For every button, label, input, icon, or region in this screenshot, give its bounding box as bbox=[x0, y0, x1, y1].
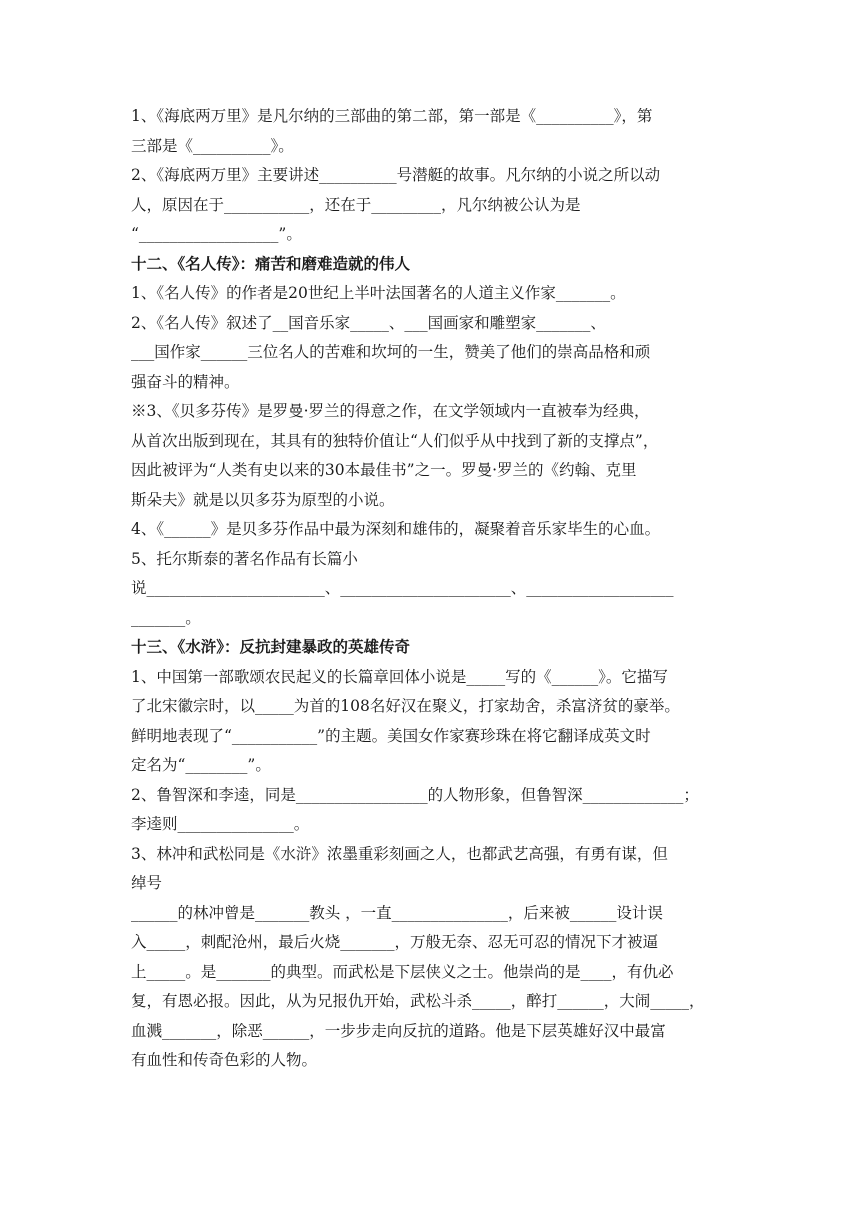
text-line: ___国作家______三位名人的苦难和坎坷的一生，赞美了他们的崇高品格和顽 bbox=[131, 343, 651, 361]
text-line: 了北宋徽宗时，以_____为首的108名好汉在聚义，打家劫舍，杀富济贫的豪举。 bbox=[131, 697, 680, 715]
text-line: 2、《海底两万里》主要讲述__________号潜艇的故事。凡尔纳的小说之所以动 bbox=[131, 166, 661, 184]
text-line: 1、《名人传》的作者是20世纪上半叶法国著名的人道主义作家_______。 bbox=[131, 284, 626, 302]
text-line: 5、托尔斯泰的著名作品有长篇小 bbox=[131, 549, 358, 568]
text-line: 定名为“________”。 bbox=[131, 756, 271, 774]
text-line: 复，有恩必报。因此，从为兄报仇开始，武松斗杀_____，醉打______，大闹_____， bbox=[131, 992, 705, 1010]
text-line: ______的林冲曾是_______教头 ，一直_______________，后来被______设计误 bbox=[131, 903, 663, 922]
text-line: 2、鲁智深和李逵，同是_________________的人物形象，但鲁智深_____________； bbox=[131, 785, 699, 804]
text-line: 4、《______》是贝多芬作品中最为深刻和雄伟的，凝聚着音乐家毕生的心血。 bbox=[131, 520, 661, 538]
text-line: 血溅_______，除恶______，一步步走向反抗的道路。他是下层英雄好汉中最富 bbox=[131, 1021, 666, 1040]
text-line: 因此被评为“人类有史以来的30本最佳书”之一。罗曼·罗兰的《约翰、克里 bbox=[131, 461, 637, 479]
text-line: “__________________”。 bbox=[131, 225, 302, 243]
text-line: 上_____。是_______的典型。而武松是下层侠义之士。他崇尚的是____，有仇必 bbox=[131, 962, 674, 981]
text-line: 强奋斗的精神。 bbox=[131, 372, 240, 391]
text-line: 1、中国第一部歌颂农民起义的长篇章回体小说是_____写的《______》。它描写 bbox=[131, 667, 668, 686]
text-line: 从首次出版到现在，其具有的独特价值让“人们似乎从中找到了新的支撑点”， bbox=[131, 431, 659, 450]
text-line: 入_____，刺配沧州，最后火烧_______，万般无奈、忍无可忍的情况下才被逼 bbox=[131, 933, 659, 951]
section-heading: 十二、《名人传》：痛苦和磨难造就的伟人 bbox=[131, 254, 411, 273]
text-line: 李逵则_______________。 bbox=[131, 815, 310, 833]
text-line: 人，原因在于___________，还在于_________，凡尔纳被公认为是 bbox=[131, 195, 581, 214]
document-body bbox=[131, 102, 735, 1076]
text-line: 3、林冲和武松同是《水浒》浓墨重彩刻画之人，也都武艺高强，有勇有谋，但 bbox=[131, 844, 668, 863]
text-line: 三部是《__________》。 bbox=[131, 136, 294, 155]
text-line: 2、《名人传》叙述了__国音乐家_____、___国画家和雕塑家_______、 bbox=[131, 313, 606, 332]
text-line: 说_______________________、______________________、___________________ bbox=[131, 579, 674, 597]
text-line: ※3、《贝多芬传》是罗曼·罗兰的得意之作，在文学领域内一直被奉为经典， bbox=[131, 402, 650, 420]
text-line: 鲜明地表现了“___________”的主题。美国女作家赛珍珠在将它翻译成英文时 bbox=[131, 726, 651, 745]
text-line: 有血性和传奇色彩的人物。 bbox=[131, 1051, 318, 1069]
text-line: 绰号 bbox=[131, 874, 163, 892]
section-heading: 十三、《水浒》：反抗封建暴政的英雄传奇 bbox=[131, 638, 411, 656]
text-line: 斯朵夫》就是以贝多芬为原型的小说。 bbox=[131, 490, 395, 509]
text-line: 1、《海底两万里》是凡尔纳的三部曲的第二部，第一部是《__________》，第 bbox=[131, 107, 653, 125]
text-line: _______。 bbox=[131, 608, 201, 627]
